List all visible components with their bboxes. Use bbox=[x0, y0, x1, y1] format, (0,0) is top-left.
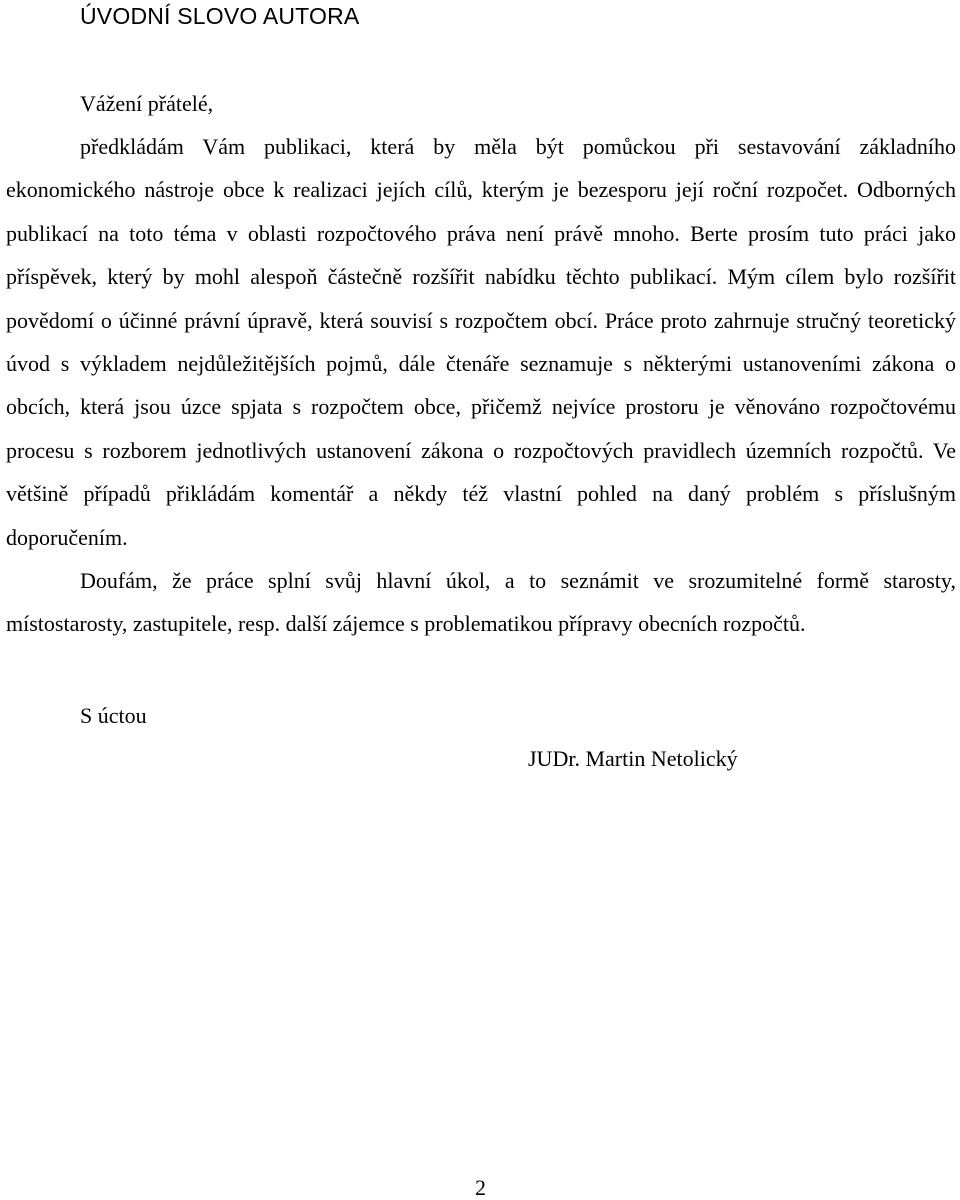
closing: S úctou bbox=[80, 703, 147, 728]
paragraph-hope: Doufám, že práce splní svůj hlavní úkol, a to seznámit ve srozumitelné formě starosty, místostarosty, zastupitele, resp. další zájemce s problematikou přípravy obecních rozpočtů. bbox=[6, 568, 956, 637]
body-text bbox=[6, 125, 956, 646]
page-number: 2 bbox=[475, 1175, 486, 1200]
page-title: ÚVODNÍ SLOVO AUTORA bbox=[80, 3, 360, 29]
author-signature: JUDr. Martin Netolický bbox=[528, 746, 738, 771]
paragraph-intro: předkládám Vám publikaci, která by měla být pomůckou při sestavování základního ekonomického nástroje obce k realizaci jejích cílů, kterým je bezesporu její roční rozpočet. Odborných publikací na toto téma v oblasti rozpočtového práva není právě mnoho. Berte prosím tuto práci jako příspěvek, který by mohl alespoň částečně rozšířit nabídku těchto publikací. Mým cílem bylo rozšířit povědomí o účinné právní úpravě, která souvisí s rozpočtem obcí. Práce proto zahrnuje stručný teoretický úvod s výkladem nejdůležitějších pojmů, dále čtenáře seznamuje s některými ustanoveními zákona o obcích, která jsou úzce spjata s rozpočtem obce, přičemž nejvíce prostoru je věnováno rozpočtovému procesu s rozborem jednotlivých ustanovení zákona o rozpočtových pravidlech územních rozpočtů. Ve většině případů přikládám komentář a někdy též vlastní pohled na daný problém s příslušným doporučením. bbox=[6, 134, 956, 550]
salutation: Vážení přátelé, bbox=[80, 91, 214, 116]
